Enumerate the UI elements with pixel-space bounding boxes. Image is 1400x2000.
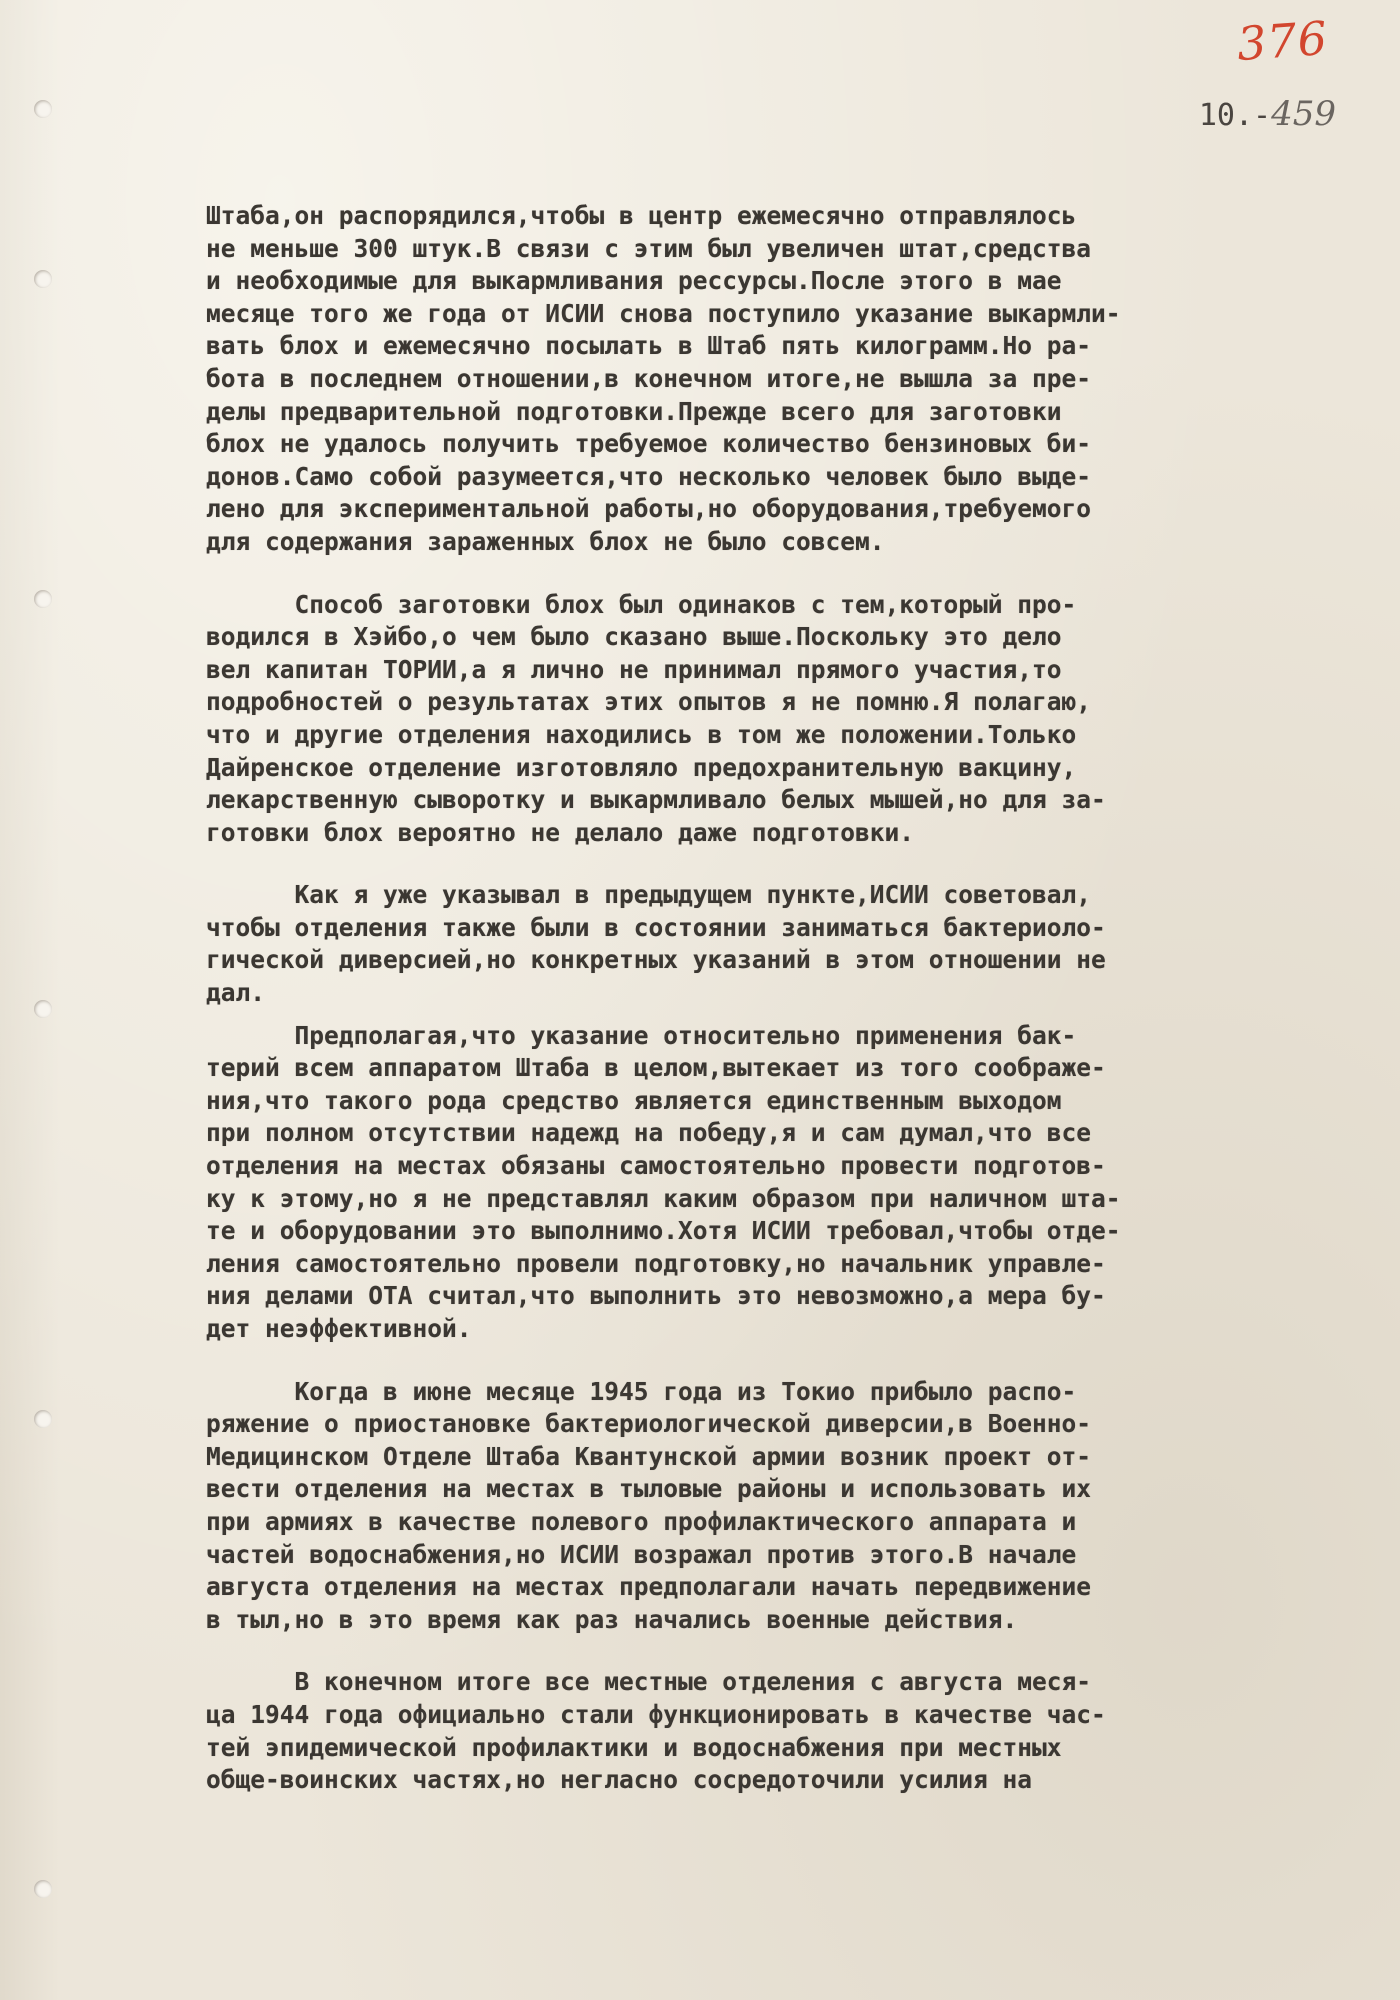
text-line: вести отделения на местах в тыловые районы и использовать их (206, 1474, 1092, 1504)
text-line: тей эпидемической профилактики и водоснабжения при местных (206, 1732, 1062, 1762)
text-line: не меньше 300 штук.В связи с этим был увеличен штат,средства (206, 233, 1092, 263)
text-line: Штаба,он распорядился,чтобы в центр ежемесячно отправлялось (206, 201, 1077, 230)
text-line: и необходимые для выкармливания рессурсы.После этого в мае (206, 266, 1062, 296)
text-line: ления самостоятельно провели подготовку,но начальник управле- (206, 1248, 1106, 1278)
text-line: Дайренское отделение изготовляло предохранительную вакцину, (206, 752, 1077, 782)
text-line: подробностей о результатах этих опытов я не помню.Я полагаю, (206, 687, 1092, 717)
text-line: Когда в июне месяце 1945 года из Токио прибыло распо- (206, 1376, 1077, 1406)
punch-hole (34, 1000, 52, 1018)
punch-hole (34, 100, 52, 118)
text-line: гической диверсией,но конкретных указаний в этом отношении не (206, 945, 1106, 975)
text-line: ряжение о приостановке бактериологической диверсии,в Военно- (206, 1409, 1092, 1439)
page-number (1199, 94, 1336, 134)
text-line: месяце того же года от ИСИИ снова поступило указание выкармли- (206, 298, 1121, 328)
text-line: обще-воинских частях,но негласно сосредоточили усилия на (206, 1765, 1033, 1795)
text-line: ца 1944 года официально стали функционировать в качестве час- (206, 1699, 1106, 1729)
punch-hole (34, 590, 52, 608)
text-line: Способ заготовки блох был одинаков с тем,который про- (206, 589, 1077, 619)
text-line: вать блох и ежемесячно посылать в Штаб пять килограмм.Но ра- (206, 331, 1092, 361)
text-line: В конечном итоге все местные отделения с августа меся- (206, 1667, 1092, 1697)
text-line: Предполагая,что указание относительно применения бак- (206, 1020, 1077, 1050)
document-body (206, 200, 1356, 1797)
text-line: что и другие отделения находились в том же положении.Только (206, 719, 1077, 749)
page-number-typed: 10.- (1198, 98, 1272, 133)
text-line: Медицинском Отделе Штаба Квантунской армии возник проект от- (206, 1441, 1092, 1471)
text-line: августа отделения на местах предполагали начать передвижение (206, 1572, 1092, 1602)
text-line: частей водоснабжения,но ИСИИ возражал против этого.В начале (206, 1539, 1077, 1569)
page-number-handwritten: 459 (1271, 94, 1336, 134)
text-line: при армиях в качестве полевого профилактического аппарата и (206, 1506, 1077, 1536)
paragraph (206, 879, 1356, 1009)
text-line: делы предварительной подготовки.Прежде всего для заготовки (206, 396, 1062, 426)
text-line: дал. (206, 978, 266, 1008)
text-line: бота в последнем отношении,в конечном итоге,не вышла за пре- (206, 363, 1092, 393)
text-line: ния,что такого рода средство является единственным выходом (206, 1085, 1062, 1115)
text-line: лекарственную сыворотку и выкармливало белых мышей,но для за- (206, 785, 1106, 815)
text-line: отделения на местах обязаны самостоятельно провести подготов- (206, 1151, 1106, 1181)
text-line: терий всем аппаратом Штаба в целом,вытекает из того соображе- (206, 1053, 1106, 1083)
text-line: ния делами ОТА считал,что выполнить это невозможно,а мера бу- (206, 1281, 1106, 1311)
text-line: блох не удалось получить требуемое количество бензиновых би- (206, 429, 1092, 459)
binding-holes (28, 100, 58, 1920)
text-line: чтобы отделения также были в состоянии заниматься бактериоло- (206, 912, 1106, 942)
text-line: при полном отсутствии надежд на победу,я и сам думал,что все (206, 1118, 1092, 1148)
paragraph (206, 589, 1356, 850)
text-line: водился в Хэйбо,о чем было сказано выше.Поскольку это дело (206, 622, 1062, 652)
text-line: в тыл,но в это время как раз начались военные действия. (206, 1604, 1018, 1634)
punch-hole (34, 270, 52, 288)
paragraph (206, 1666, 1356, 1796)
text-line: для содержания зараженных блох не было совсем. (206, 526, 885, 556)
text-line: ку к этому,но я не представлял каким образом при наличном шта- (206, 1183, 1121, 1213)
text-line: те и оборудовании это выполнимо.Хотя ИСИИ требовал,чтобы отде- (206, 1216, 1121, 1246)
paragraph (206, 200, 1356, 559)
text-line: дет неэффективной. (206, 1314, 472, 1343)
punch-hole (34, 1880, 52, 1898)
text-line: Как я уже указывал в предыдущем пункте,ИСИИ советовал, (206, 880, 1092, 910)
text-line: готовки блох вероятно не делало даже подготовки. (206, 817, 915, 847)
text-line: лено для экспериментальной работы,но оборудования,требуемого (206, 494, 1092, 524)
text-line: вел капитан ТОРИИ,а я лично не принимал прямого участия,то (206, 654, 1062, 684)
archive-folio-number: 376 (1235, 10, 1330, 72)
paragraph (206, 1020, 1356, 1346)
paragraph (206, 1376, 1356, 1637)
text-line: донов.Само собой разумеется,что несколько человек было выде- (206, 461, 1092, 491)
punch-hole (34, 1410, 52, 1428)
